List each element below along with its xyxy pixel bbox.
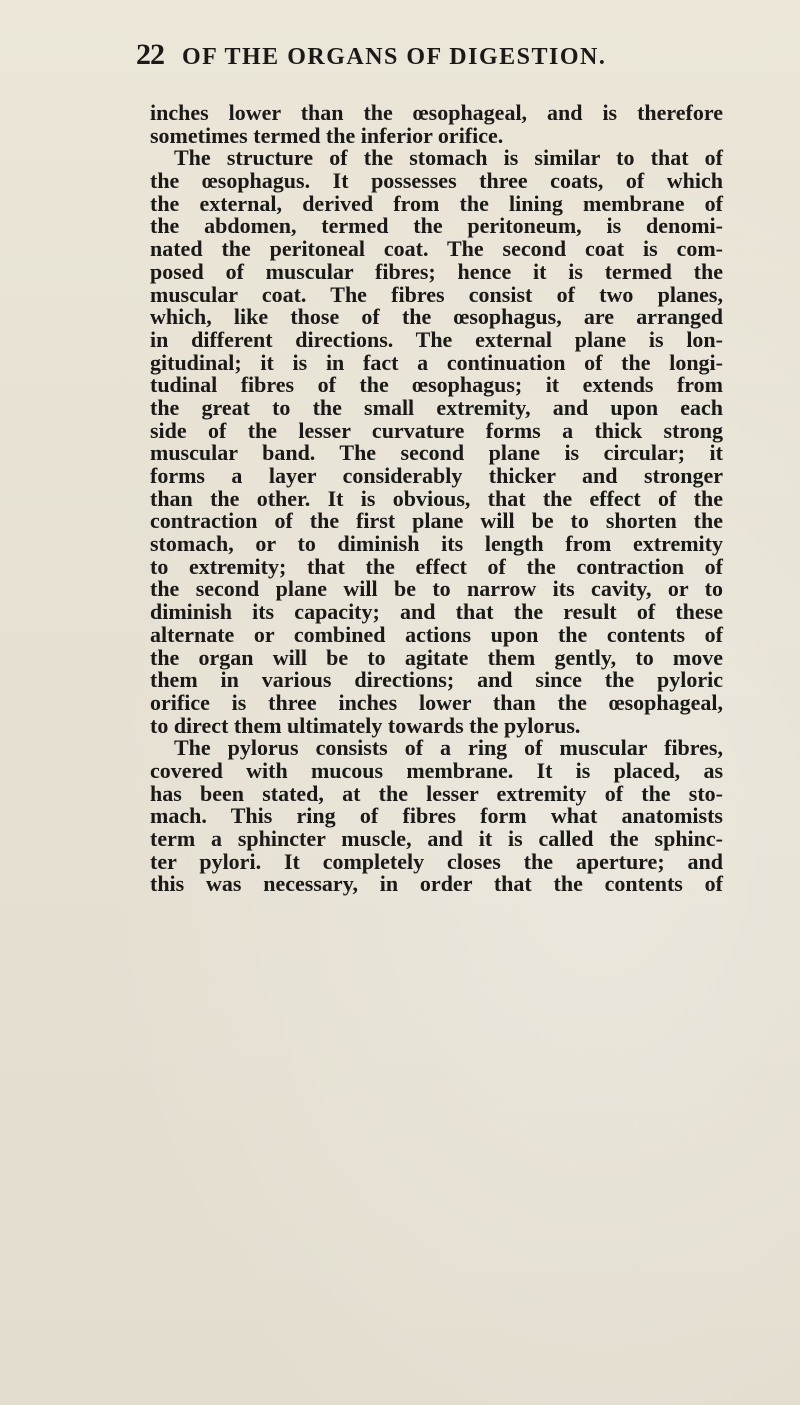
text-line: inches lower than the œsophageal, and is therefore	[150, 100, 723, 125]
text-line: in different directions. The external plane is lon-	[150, 326, 723, 352]
page-number: 22	[136, 38, 164, 71]
paragraph-start-line: The pylorus consists of a ring of muscular fibres,	[174, 735, 723, 761]
text-line: ter pylori. It completely closes the aperture; and	[150, 848, 723, 874]
text-line: muscular coat. The fibres consist of two planes,	[150, 281, 723, 307]
text-line: the œsophagus. It possesses three coats, of which	[150, 168, 723, 194]
page-header	[136, 38, 736, 78]
text-line: mach. This ring of fibres form what anatomists	[150, 803, 723, 829]
text-line: forms a layer considerably thicker and stronger	[150, 463, 723, 488]
text-line: covered with mucous membrane. It is placed, as	[150, 757, 723, 783]
body-text	[150, 102, 723, 896]
text-line: diminish its capacity; and that the result of these	[150, 599, 723, 625]
text-line: to direct them ultimately towards the pylorus.	[150, 712, 581, 738]
text-line: contraction of the first plane will be to shorten the	[150, 508, 723, 534]
text-line: sometimes termed the inferior orifice.	[150, 122, 504, 148]
text-line: the great to the small extremity, and upon each	[150, 394, 723, 420]
text-line: nated the peritoneal coat. The second coat is com-	[150, 236, 723, 262]
text-line: posed of muscular fibres; hence it is termed the	[150, 258, 723, 284]
text-line: side of the lesser curvature forms a thick strong	[150, 417, 723, 443]
running-head: OF THE ORGANS OF DIGESTION.	[182, 44, 607, 70]
paragraph-start-line: The structure of the stomach is similar to that of	[174, 145, 723, 171]
text-line: stomach, or to diminish its length from extremity	[150, 531, 723, 557]
text-line: orifice is three inches lower than the œsophageal,	[150, 689, 723, 715]
text-line: the second plane will be to narrow its cavity, or to	[150, 576, 723, 602]
text-line: this was necessary, in order that the contents of	[150, 871, 723, 897]
text-line: term a sphincter muscle, and it is called the sphinc-	[150, 826, 723, 851]
text-line: the organ will be to agitate them gently, to move	[150, 644, 723, 670]
text-line: which, like those of the œsophagus, are arranged	[150, 304, 723, 330]
text-line: the external, derived from the lining membrane of	[150, 190, 723, 216]
text-line: has been stated, at the lesser extremity of the sto-	[150, 780, 723, 806]
text-line: them in various directions; and since the pyloric	[150, 667, 723, 693]
text-line: alternate or combined actions upon the contents of	[150, 621, 723, 647]
text-line: muscular band. The second plane is circular; it	[150, 440, 723, 466]
text-line: than the other. It is obvious, that the effect of the	[150, 485, 723, 511]
text-line: to extremity; that the effect of the contraction of	[150, 553, 723, 579]
text-line: gitudinal; it is in fact a continuation of the longi-	[150, 349, 723, 375]
text-line: the abdomen, termed the peritoneum, is denomi-	[150, 213, 723, 239]
text-line: tudinal fibres of the œsophagus; it extends from	[150, 372, 723, 398]
